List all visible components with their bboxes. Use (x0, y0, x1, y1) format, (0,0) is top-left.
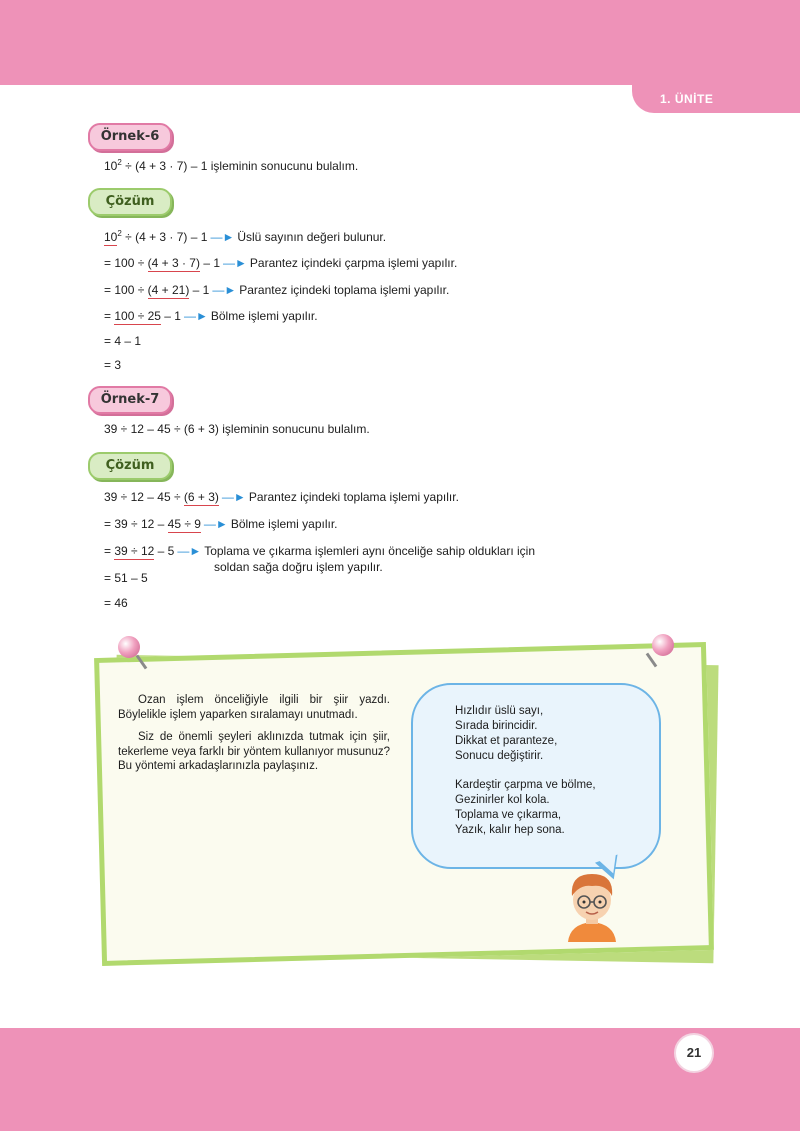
page-number: 21 (674, 1033, 714, 1073)
note-paragraph-2: Siz de önemli şeyleri aklınızda tutmak için şiir, tekerleme veya farklı bir yöntem kullanıyor musunuz? Bu yöntemi arkadaşlarınızla paylaşınız. (118, 731, 390, 772)
poem-line: Kardeştir çarpma ve bölme, (455, 779, 596, 791)
poem-stanza-1 (455, 704, 596, 764)
poem-line: Hızlıdır üslü sayı, (455, 705, 544, 717)
header-band (0, 0, 800, 85)
poem (455, 704, 596, 852)
pushpin-icon (118, 636, 140, 658)
example7-label: Örnek-7 (88, 386, 172, 414)
arrow-icon: —► (210, 230, 235, 244)
arrow-icon: —► (221, 490, 246, 504)
example7-problem: 39 ÷ 12 – 45 ÷ (6 + 3) işleminin sonucunu bulalım. (104, 422, 370, 436)
poem-line: Dikkat et paranteze, (455, 735, 558, 747)
pushpin-icon (652, 634, 674, 656)
example7-solution-label: Çözüm (88, 452, 172, 480)
example7-step-1: 39 ÷ 12 – 45 ÷ (6 + 3) —► Parantez içindeki toplama işlemi yapılır. (104, 490, 459, 504)
note-paragraph-1: Ozan işlem önceliğiyle ilgili bir şiir yazdı. Böylelikle işlem yaparken sıralamayı unutmadı. (118, 694, 390, 721)
poem-line: Yazık, kalır hep sona. (455, 824, 565, 836)
example6-solution-label: Çözüm (88, 188, 172, 216)
example6-step-3: = 100 ÷ (4 + 21) – 1 —► Parantez içindeki toplama işlemi yapılır. (104, 283, 450, 297)
arrow-icon: —► (203, 517, 228, 531)
example6-step-4: = 100 ÷ 25 – 1 —► Bölme işlemi yapılır. (104, 309, 318, 323)
example6-step-1: $10^2 \div (4 + 3 \cdot 7) - 1$ —► Üslü sayının değeri bulunur. (104, 229, 387, 244)
example6-step-5: = 4 – 1 (104, 334, 142, 348)
arrow-icon: —► (212, 283, 237, 297)
example7-step-3-note-continued: soldan sağa doğru işlem yapılır. (214, 560, 383, 574)
example6-problem: $10^2 \div (4 + 3 \cdot 7) - 1$ işleminin sonucunu bulalım. (104, 158, 359, 173)
example6-step-2: = 100 ÷ (4 + 3 · 7) – 1 —► Parantez içindeki çarpma işlemi yapılır. (104, 256, 458, 270)
example7-step-4: = 51 – 5 (104, 571, 148, 585)
boy-character-icon (562, 866, 622, 942)
example7-step-2: = 39 ÷ 12 – 45 ÷ 9 —► Bölme işlemi yapılır. (104, 517, 338, 531)
poem-line: Sırada birincidir. (455, 720, 538, 732)
example6-label: Örnek-6 (88, 123, 172, 151)
arrow-icon: —► (177, 544, 202, 558)
example7-step-3: = 39 ÷ 12 – 5 —► Toplama ve çıkarma işlemleri aynı önceliğe sahip oldukları için (104, 544, 536, 558)
example7-step-5: = 46 (104, 596, 128, 610)
unit-label: 1. ÜNİTE (632, 85, 800, 113)
poem-stanza-2 (455, 778, 596, 838)
note-text (118, 693, 390, 782)
arrow-icon: —► (183, 309, 208, 323)
poem-line: Sonucu değiştirir. (455, 750, 544, 762)
arrow-icon: —► (223, 256, 247, 270)
poem-line: Toplama ve çıkarma, (455, 809, 562, 821)
poem-line: Gezinirler kol kola. (455, 794, 550, 806)
example6-step-6: = 3 (104, 358, 122, 372)
